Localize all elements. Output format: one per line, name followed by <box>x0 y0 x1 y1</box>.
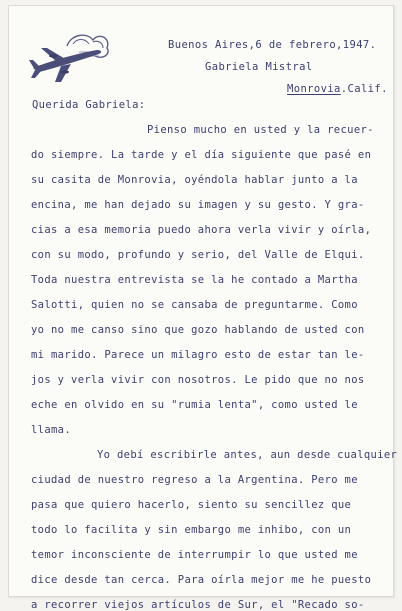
recipient-city: Monrovia <box>287 83 341 95</box>
letter-line: Salotti, quien no se cansaba de preguntarme. Como <box>31 299 358 311</box>
letter-line: su casita de Monrovia, oyéndola hablar junto a la <box>31 174 358 186</box>
letter-line: dice desde tan cerca. Para oírla mejor me he puesto <box>31 574 372 586</box>
letter-line: Pienso mucho en usted y la recuer- <box>147 124 374 136</box>
letter-line: a recorrer viejos artículos de Sur, el "Recado so- <box>31 599 365 611</box>
letter-line: temor inconsciente de interrumpir lo que usted me <box>31 549 358 561</box>
letter-line: todo lo facilita y sin embargo me inhibo, con un <box>31 524 352 536</box>
recipient-address <box>287 78 388 100</box>
letter-line: mi marido. Parece un milagro esto de estar tan le- <box>31 349 365 361</box>
letter-line: llama. <box>31 424 72 436</box>
letter-line: encina, me han dejado su imagen y su gesto. Y gra- <box>31 199 365 211</box>
letter-line: Yo debí escribirle antes, aun desde cualquier <box>97 449 398 461</box>
letter-line: do siempre. La tarde y el día siguiente que pasé en <box>31 149 372 161</box>
letter-page <box>8 5 398 611</box>
place-date: Buenos Aires,6 de febrero,1947. <box>168 39 377 51</box>
letter-line: pasa que quiero hacerlo, siento su sencillez que <box>31 499 352 511</box>
letter-line: con su modo, profundo y serio, del Valle de Elqui. <box>31 249 365 261</box>
letter-line: jos y verla vivir con nosotros. Le pido que no nos <box>31 374 365 386</box>
letter-line: eche en olvido en su "rumia lenta", como usted le <box>31 399 358 411</box>
letter-line: cias a esa memoria puedo ahora verla vivir y oírla, <box>31 224 372 236</box>
letter-line: yo no me canso sino que gozo hablando de usted con <box>31 324 365 336</box>
salutation: Querida Gabriela: <box>32 99 146 111</box>
recipient-state: .Calif. <box>340 83 388 95</box>
letter-line: ciudad de nuestro regreso a la Argentina. Pero me <box>31 474 358 486</box>
letter-line: Toda nuestra entrevista se la he contado a Martha <box>31 274 358 286</box>
recipient-name: Gabriela Mistral <box>205 61 313 73</box>
